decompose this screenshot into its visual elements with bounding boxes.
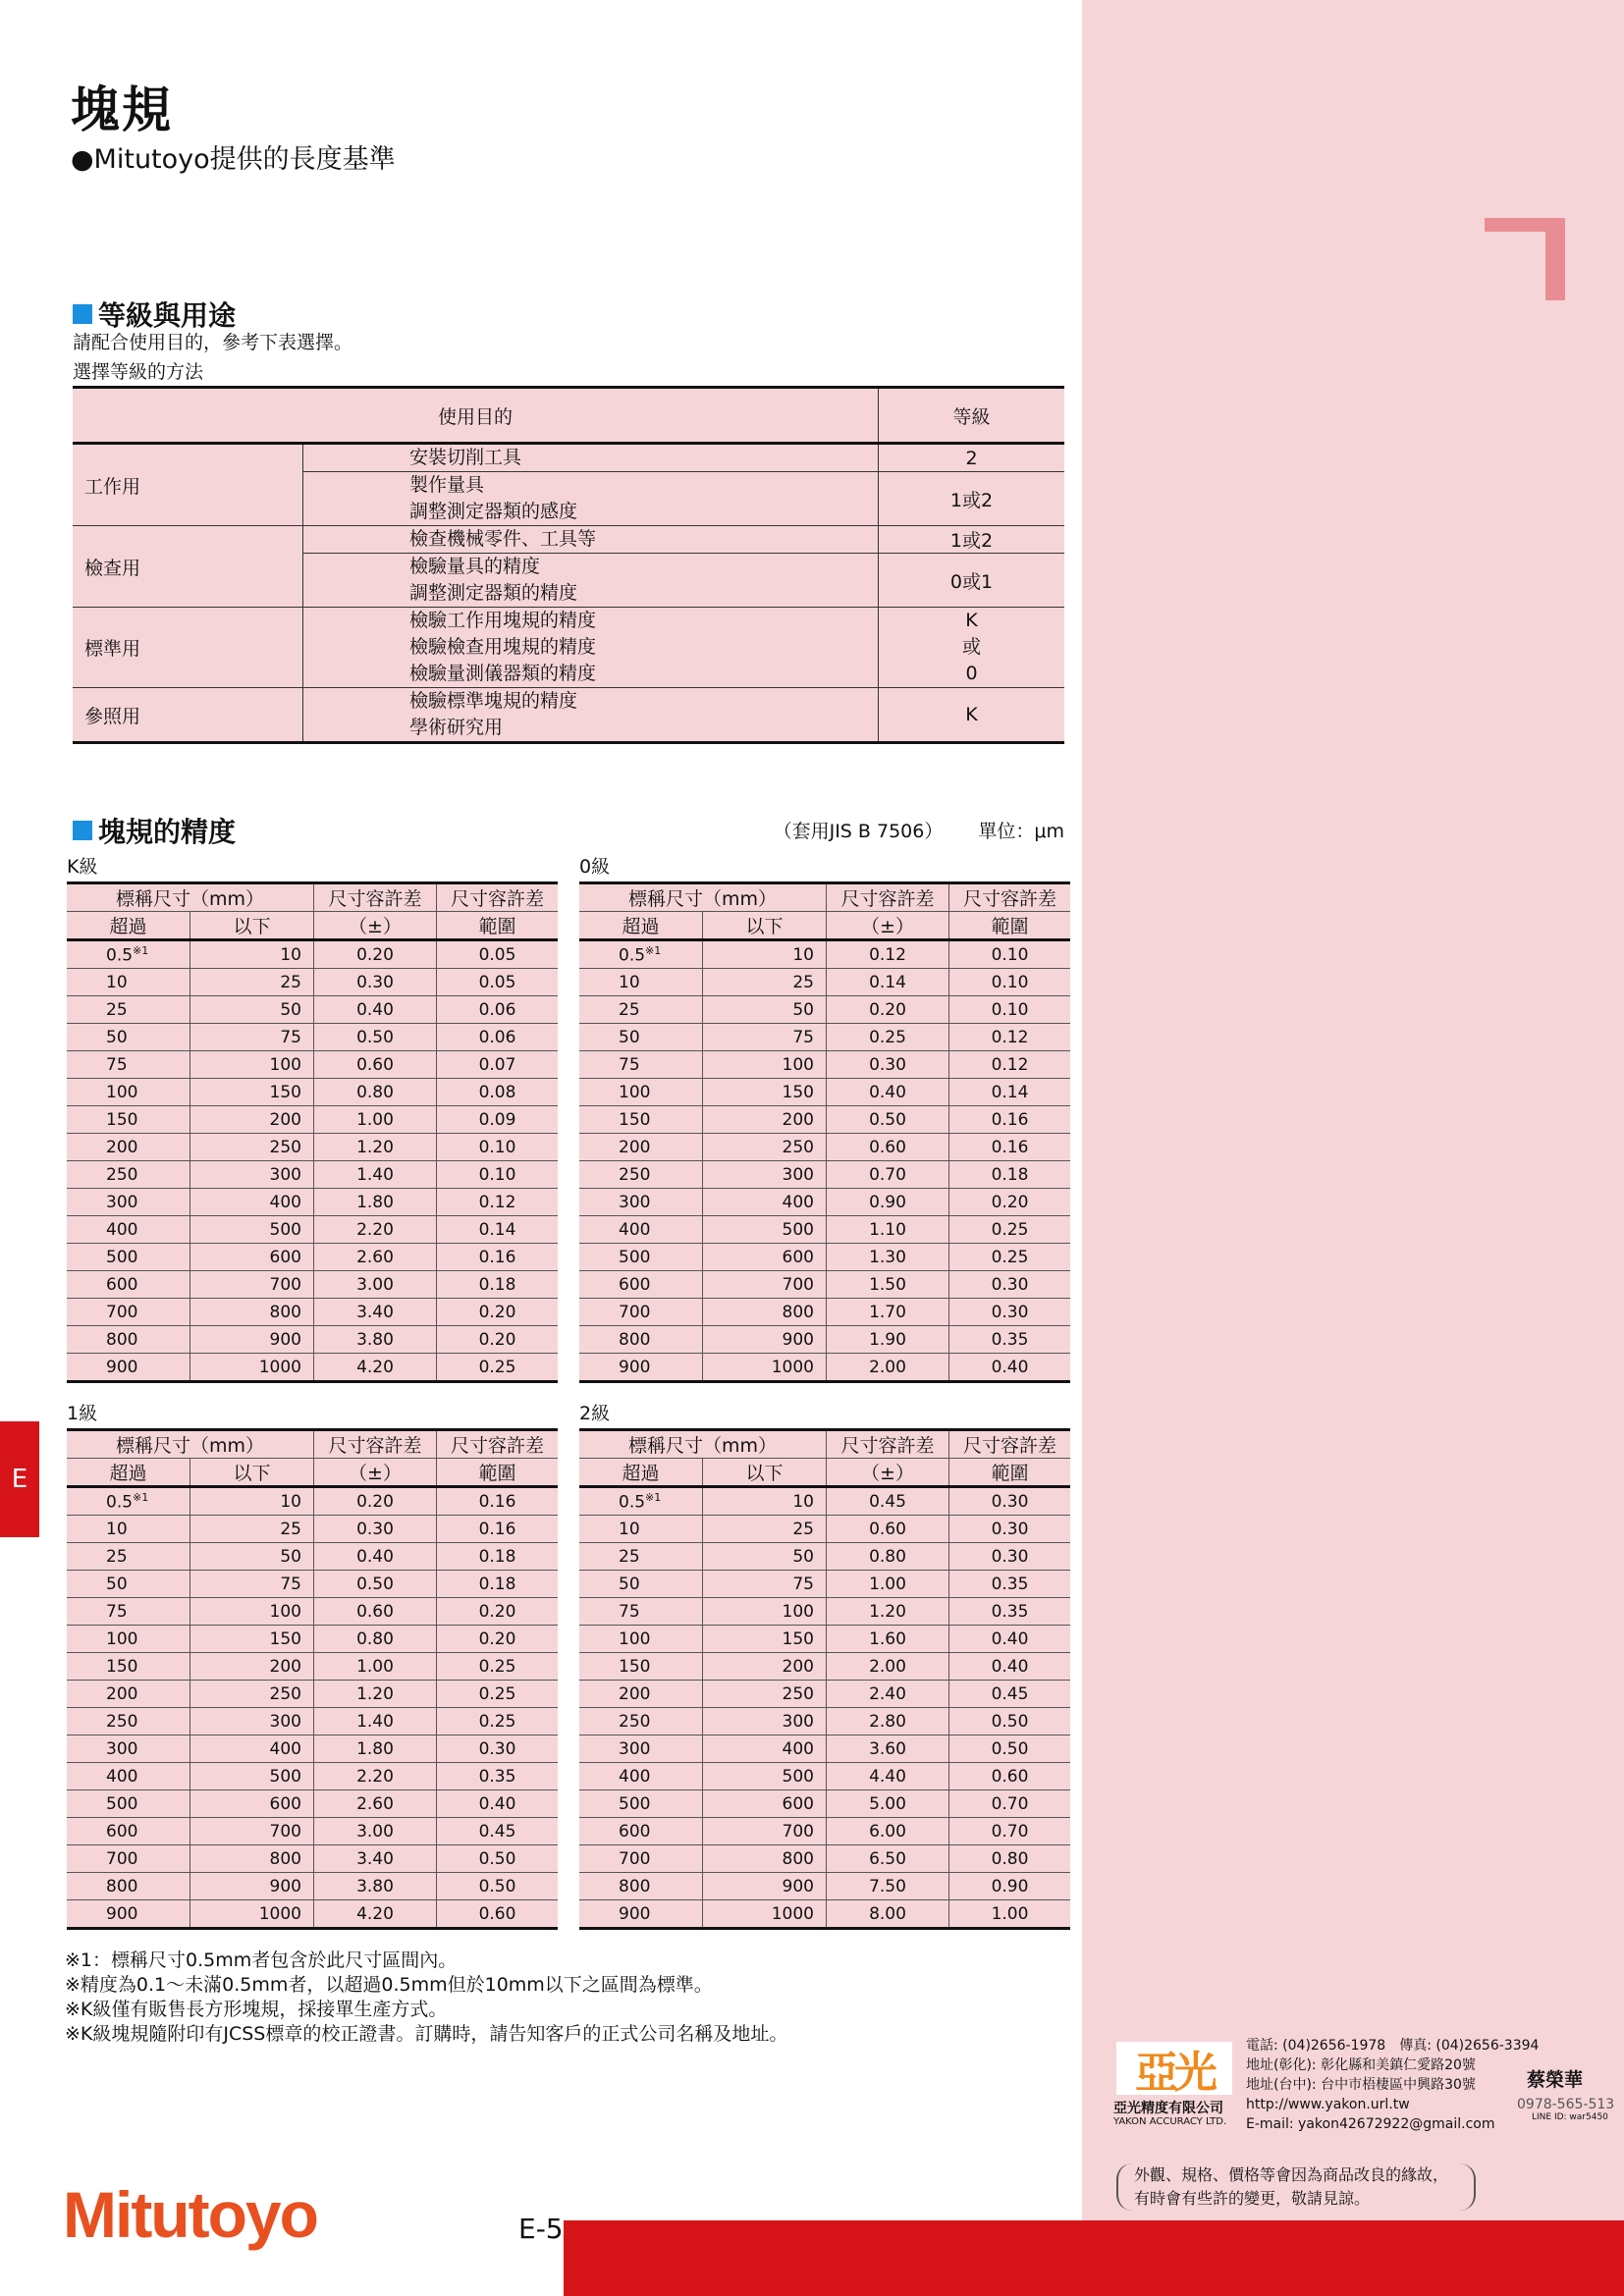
footnote: ※K級塊規隨附印有JCSS標章的校正證書。訂購時，請告知客戶的正式公司名稱及地址。 [65, 2023, 788, 2045]
table-row: 300 400 0.90 0.20 [579, 1189, 1070, 1216]
table-row: 600 700 3.00 0.45 [67, 1818, 558, 1845]
table-row: 200 250 1.20 0.10 [67, 1134, 558, 1161]
table-row: 0.5$^{※1}$ 10 0.45 0.30 [579, 1487, 1070, 1516]
usage-category: 標準用 [73, 608, 303, 688]
table-row: 400 500 4.40 0.60 [579, 1763, 1070, 1790]
page-subtitle: ●Mitutoyo提供的長度基準 [71, 144, 396, 175]
table-row: 600 700 6.00 0.70 [579, 1818, 1070, 1845]
table-row: 100 150 0.80 0.20 [67, 1626, 558, 1653]
usage-row [73, 444, 1064, 472]
accuracy-standard-note: （套用JIS B 7506） 單位：μm [773, 821, 1064, 842]
footnote: ※精度為0.1～未滿0.5mm者，以超過0.5mm但於10mm以下之區間為標準。 [65, 1974, 713, 1996]
header-tolerance-range: 尺寸容許差 [949, 1430, 1071, 1459]
accuracy-table [67, 1428, 558, 1930]
table-row: 25 50 0.40 0.18 [67, 1543, 558, 1571]
usage-grade: 1或2 [879, 472, 1065, 526]
header-tolerance-range: 尺寸容許差 [437, 883, 559, 912]
dealer-contact-info: 電話: (04)2656-1978 傳真: (04)2656-3394 地址(彰化): 彰化縣和美鎮仁愛路20號 地址(台中): 台中市梧棲區中興路30號 http://www.yakon.url.tw E-mail: yakon42672922@gmail.com [1246, 2038, 1540, 2132]
table-row: 400 500 2.20 0.14 [67, 1216, 558, 1244]
accuracy-table [579, 881, 1070, 1383]
mitutoyo-logo: Mitutoyo [63, 2178, 317, 2251]
header-nominal: 標稱尺寸（mm） [67, 883, 314, 912]
table-row: 250 300 1.40 0.25 [67, 1708, 558, 1735]
header-tolerance-sub: （±） [314, 1459, 437, 1487]
accuracy-table [67, 881, 558, 1383]
usage-header-grade: 等級 [879, 388, 1065, 444]
square-bullet-icon [73, 304, 92, 324]
usage-category: 檢查用 [73, 526, 303, 608]
usage-purpose: 安裝切削工具 [303, 444, 879, 472]
dealer-website-link[interactable]: http://www.yakon.url.tw [1246, 2097, 1410, 2112]
grade-label: 2級 [579, 1403, 611, 1424]
header-over: 超過 [579, 1459, 703, 1487]
grade-label: 0級 [579, 856, 611, 878]
header-tolerance-sub: （±） [827, 912, 949, 940]
grade-label: 1級 [67, 1403, 98, 1424]
usage-purpose: 檢驗量具的精度 調整測定器類的精度 [303, 554, 879, 608]
table-row: 75 100 0.60 0.20 [67, 1598, 558, 1626]
header-over: 超過 [579, 912, 703, 940]
dealer-name: 亞光精度有限公司 [1113, 2101, 1223, 2116]
table-row: 900 1000 4.20 0.25 [67, 1354, 558, 1382]
table-row: 500 600 1.30 0.25 [579, 1244, 1070, 1271]
usage-header-purpose: 使用目的 [73, 388, 879, 444]
table-row: 900 1000 8.00 1.00 [579, 1900, 1070, 1929]
usage-category: 工作用 [73, 444, 303, 526]
table-row: 600 700 3.00 0.18 [67, 1271, 558, 1299]
table-row: 700 800 6.50 0.80 [579, 1845, 1070, 1873]
table-row: 200 250 0.60 0.16 [579, 1134, 1070, 1161]
header-range-sub: 範圍 [437, 1459, 559, 1487]
usage-category: 參照用 [73, 688, 303, 743]
header-up-to: 以下 [703, 1459, 827, 1487]
table-row: 150 200 0.50 0.16 [579, 1106, 1070, 1134]
sidebar-panel [1082, 0, 1624, 2296]
table-row: 700 800 1.70 0.30 [579, 1299, 1070, 1326]
table-row: 250 300 2.80 0.50 [579, 1708, 1070, 1735]
table-row: 100 150 1.60 0.40 [579, 1626, 1070, 1653]
table-row: 100 150 0.40 0.14 [579, 1079, 1070, 1106]
header-over: 超過 [67, 1459, 190, 1487]
usage-table-caption: 選擇等級的方法 [73, 361, 204, 383]
table-row: 600 700 1.50 0.30 [579, 1271, 1070, 1299]
footnote-mark: ※1 [645, 943, 662, 957]
dealer-email-link[interactable]: E-mail: yakon42672922@gmail.com [1246, 2116, 1495, 2132]
accuracy-table [579, 1428, 1070, 1930]
usage-row [73, 608, 1064, 688]
table-row: 0.5$^{※1}$ 10 0.20 0.05 [67, 940, 558, 969]
table-row: 25 50 0.40 0.06 [67, 996, 558, 1024]
header-tolerance: 尺寸容許差 [827, 883, 949, 912]
table-row: 900 1000 2.00 0.40 [579, 1354, 1070, 1382]
usage-purpose: 檢驗標準塊規的精度 學術研究用 [303, 688, 879, 743]
table-row: 300 400 1.80 0.12 [67, 1189, 558, 1216]
page-title: 塊規 [71, 81, 173, 138]
table-row: 300 400 3.60 0.50 [579, 1735, 1070, 1763]
table-row: 250 300 0.70 0.18 [579, 1161, 1070, 1189]
table-row: 25 50 0.80 0.30 [579, 1543, 1070, 1571]
header-up-to: 以下 [703, 912, 827, 940]
table-row: 300 400 1.80 0.30 [67, 1735, 558, 1763]
table-row: 75 100 0.30 0.12 [579, 1051, 1070, 1079]
table-row: 0.5$^{※1}$ 10 0.12 0.10 [579, 940, 1070, 969]
grade-label: K級 [67, 856, 98, 878]
footnote-mark: ※1 [133, 1490, 149, 1504]
table-row: 10 25 0.30 0.05 [67, 969, 558, 996]
header-over: 超過 [67, 912, 190, 940]
header-nominal: 標稱尺寸（mm） [67, 1430, 314, 1459]
usage-grade: K 或 0 [879, 608, 1065, 688]
header-nominal: 標稱尺寸（mm） [579, 1430, 827, 1459]
table-row: 700 800 3.40 0.20 [67, 1299, 558, 1326]
page-number: E-5 [518, 2213, 564, 2245]
table-row: 250 300 1.40 0.10 [67, 1161, 558, 1189]
table-row: 10 25 0.30 0.16 [67, 1516, 558, 1543]
table-row: 800 900 1.90 0.35 [579, 1326, 1070, 1354]
table-row: 50 75 1.00 0.35 [579, 1571, 1070, 1598]
usage-row [73, 688, 1064, 743]
header-range-sub: 範圍 [437, 912, 559, 940]
bottom-bar [564, 2220, 1624, 2296]
table-row: 500 600 2.60 0.40 [67, 1790, 558, 1818]
table-row: 25 50 0.20 0.10 [579, 996, 1070, 1024]
table-row: 500 600 5.00 0.70 [579, 1790, 1070, 1818]
header-tolerance-sub: （±） [827, 1459, 949, 1487]
rep-line-id: LINE ID: war5450 [1532, 2112, 1608, 2122]
table-row: 700 800 3.40 0.50 [67, 1845, 558, 1873]
usage-grade: 1或2 [879, 526, 1065, 554]
table-row: 500 600 2.60 0.16 [67, 1244, 558, 1271]
header-tolerance-sub: （±） [314, 912, 437, 940]
table-row: 150 200 1.00 0.25 [67, 1653, 558, 1681]
header-nominal: 標稱尺寸（mm） [579, 883, 827, 912]
table-row: 50 75 0.50 0.18 [67, 1571, 558, 1598]
usage-grade: 0或1 [879, 554, 1065, 608]
table-row: 75 100 1.20 0.35 [579, 1598, 1070, 1626]
table-row: 400 500 2.20 0.35 [67, 1763, 558, 1790]
usage-intro: 請配合使用目的，參考下表選擇。 [73, 332, 353, 353]
table-row: 200 250 2.40 0.45 [579, 1681, 1070, 1708]
disclaimer: 外觀、規格、價格等會因為商品改良的緣故， 有時會有些許的變更，敬請見諒。 [1116, 2163, 1476, 2211]
header-tolerance: 尺寸容許差 [314, 1430, 437, 1459]
dealer-logo: 亞光 [1116, 2042, 1232, 2095]
header-range-sub: 範圍 [949, 912, 1071, 940]
footnotes [65, 1949, 787, 2047]
footnote: ※1：標稱尺寸0.5mm者包含於此尺寸區間內。 [65, 1949, 458, 1971]
header-up-to: 以下 [190, 912, 314, 940]
table-row: 150 200 1.00 0.09 [67, 1106, 558, 1134]
table-row: 800 900 3.80 0.50 [67, 1873, 558, 1900]
table-row: 400 500 1.10 0.25 [579, 1216, 1070, 1244]
table-row: 800 900 7.50 0.90 [579, 1873, 1070, 1900]
footnote: ※K級僅有販售長方形塊規，採接單生產方式。 [65, 1999, 448, 2020]
footnote-mark: ※1 [133, 943, 149, 957]
header-tolerance: 尺寸容許差 [314, 883, 437, 912]
rep-name: 蔡榮華 [1527, 2069, 1584, 2091]
table-row: 75 100 0.60 0.07 [67, 1051, 558, 1079]
table-row: 900 1000 4.20 0.60 [67, 1900, 558, 1929]
table-row: 100 150 0.80 0.08 [67, 1079, 558, 1106]
table-row: 10 25 0.60 0.30 [579, 1516, 1070, 1543]
usage-section-heading: 等級與用途 [73, 294, 236, 334]
section-tab-e[interactable]: E [0, 1421, 39, 1537]
table-row: 50 75 0.50 0.06 [67, 1024, 558, 1051]
header-tolerance-range: 尺寸容許差 [949, 883, 1071, 912]
table-row: 800 900 3.80 0.20 [67, 1326, 558, 1354]
table-row: 10 25 0.14 0.10 [579, 969, 1070, 996]
table-row: 0.5$^{※1}$ 10 0.20 0.16 [67, 1487, 558, 1516]
rep-phone: 0978-565-513 [1517, 2097, 1615, 2112]
usage-row [73, 526, 1064, 554]
corner-mark-icon [1485, 218, 1565, 300]
accuracy-section-heading: 塊規的精度 [73, 811, 236, 850]
table-row: 50 75 0.25 0.12 [579, 1024, 1070, 1051]
header-range-sub: 範圍 [949, 1459, 1071, 1487]
dealer-name-en: YAKON ACCURACY LTD. [1113, 2116, 1227, 2127]
usage-purpose: 檢驗工作用塊規的精度 檢驗檢查用塊規的精度 檢驗量測儀器類的精度 [303, 608, 879, 688]
usage-grade-table [73, 386, 1064, 744]
usage-purpose: 製作量具 調整測定器類的感度 [303, 472, 879, 526]
usage-grade: 2 [879, 444, 1065, 472]
usage-grade: K [879, 688, 1065, 743]
footnote-mark: ※1 [645, 1490, 662, 1504]
header-up-to: 以下 [190, 1459, 314, 1487]
table-row: 150 200 2.00 0.40 [579, 1653, 1070, 1681]
usage-purpose: 檢查機械零件、工具等 [303, 526, 879, 554]
table-row: 200 250 1.20 0.25 [67, 1681, 558, 1708]
header-tolerance-range: 尺寸容許差 [437, 1430, 559, 1459]
header-tolerance: 尺寸容許差 [827, 1430, 949, 1459]
square-bullet-icon [73, 821, 92, 840]
